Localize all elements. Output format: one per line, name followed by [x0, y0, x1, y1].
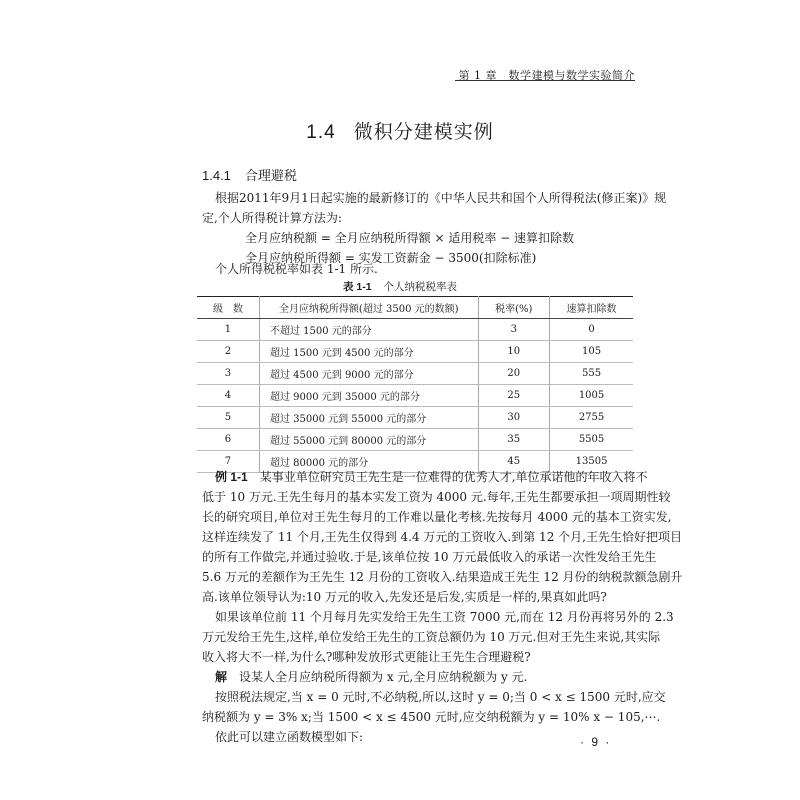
header-tax-rate: 税率(%)	[478, 297, 550, 319]
table-row	[197, 341, 633, 363]
example-label: 例 1-1	[215, 470, 248, 484]
cell-deduction: 0	[550, 319, 633, 341]
cell-deduction: 105	[550, 341, 633, 363]
cell-rate: 30	[478, 407, 550, 429]
page-number: · 9 ·	[580, 735, 612, 749]
example-line-7: 高.该单位领导认为:10 万元的收入,先发还是后发,实质是一样的,果真如此吗?	[202, 590, 607, 604]
cell-level: 6	[197, 429, 259, 451]
cell-level: 7	[197, 451, 259, 473]
header-taxable-income: 全月应纳税所得额(超过 3500 元的数额)	[259, 297, 478, 319]
cell-rate: 10	[478, 341, 550, 363]
intro-line-1: 根据2011年9月1日起实施的最新修订的《中华人民共和国个人所得税法(修正案)》规	[215, 191, 667, 205]
running-header: 第 1 章 数学建模与数学实验简介	[458, 69, 635, 82]
tax-rate-table	[197, 296, 633, 473]
table-row	[197, 363, 633, 385]
cell-deduction: 2755	[550, 407, 633, 429]
cell-rate: 20	[478, 363, 550, 385]
header-rule	[455, 80, 635, 81]
example-line-3: 长的研究项目,单位对王先生每月的工作难以量化考核.先按每月 4000 元的基本工资实发,	[202, 510, 672, 524]
intro-line-3: 个人所得税税率如表 1-1 所示.	[215, 262, 378, 276]
formula-2: 全月应纳税所得额 = 实发工资薪金 − 3500(扣除标准)	[245, 251, 537, 265]
table-row	[197, 429, 633, 451]
cell-rate: 45	[478, 451, 550, 473]
cell-rate: 25	[478, 385, 550, 407]
cell-income-range: 超过 55000 元到 80000 元的部分	[259, 429, 478, 451]
subsection-number: 1.4.1	[202, 168, 231, 183]
example-text: 某事业单位研究员王先生是一位难得的优秀人才,单位承诺他的年收入将不	[259, 470, 648, 484]
table-row	[197, 407, 633, 429]
example-line-2: 低于 10 万元.王先生每月的基本实发工资为 4000 元.每年,王先生都要承担一项周期性较	[202, 490, 671, 504]
header-level: 级 数	[197, 297, 259, 319]
section-title-text: 微积分建模实例	[353, 121, 494, 143]
table-row	[197, 385, 633, 407]
solution-line-1	[215, 667, 527, 687]
example-para2-line-1: 如果该单位前 11 个月每月先实发给王先生工资 7000 元,而在 12 月份再将另外的 2.3	[215, 610, 674, 624]
section-number: 1.4	[306, 122, 336, 143]
cell-level: 5	[197, 407, 259, 429]
subsection-title	[202, 165, 297, 184]
example-para2-line-2: 万元发给王先生,这样,单位发给王先生的工资总额仍为 10 万元.但对王先生来说,其实际	[202, 630, 661, 644]
cell-level: 3	[197, 363, 259, 385]
example-line-4: 这样连续发了 11 个月,王先生仅得到 4.4 万元的工资收入.到第 12 个月,王先生恰好把项目	[202, 530, 682, 544]
cell-level: 4	[197, 385, 259, 407]
cell-deduction: 5505	[550, 429, 633, 451]
cell-income-range: 不超过 1500 元的部分	[259, 319, 478, 341]
subsection-title-text: 合理避税	[244, 169, 297, 184]
table-caption	[0, 279, 800, 294]
solution-text: 设某人全月应纳税所得额为 x 元,全月应纳税额为 y 元.	[239, 670, 528, 684]
solution-line-2: 按照税法规定,当 x = 0 元时,不必纳税,所以,这时 y = 0;当 0 < x ≤ 1500 元时,应交	[215, 690, 666, 704]
formula-1: 全月应纳税额 = 全月应纳税所得额 × 适用税率 − 速算扣除数	[245, 231, 575, 245]
cell-income-range: 超过 9000 元到 35000 元的部分	[259, 385, 478, 407]
solution-line-3: 纳税额为 y = 3% x;当 1500 < x ≤ 4500 元时,应交纳税额为 y = 10% x − 105,⋯.	[202, 710, 661, 724]
example-line-1	[215, 467, 648, 487]
example-line-5: 的所有工作做完,并通过验收.于是,该单位按 10 万元最低收入的承诺一次性发给王先生	[202, 550, 657, 564]
cell-rate: 3	[478, 319, 550, 341]
cell-income-range: 超过 35000 元到 55000 元的部分	[259, 407, 478, 429]
intro-line-2: 定,个人所得税计算方法为:	[202, 211, 342, 225]
cell-income-range: 超过 1500 元到 4500 元的部分	[259, 341, 478, 363]
table-header-row	[197, 297, 633, 319]
example-para2-line-3: 收入将大不一样,为什么?哪种发放形式更能让王先生合理避税?	[202, 650, 531, 664]
cell-deduction: 13505	[550, 451, 633, 473]
cell-income-range: 超过 4500 元到 9000 元的部分	[259, 363, 478, 385]
cell-rate: 35	[478, 429, 550, 451]
table-row	[197, 319, 633, 341]
solution-line-4: 依此可以建立函数模型如下:	[215, 730, 364, 744]
header-quick-deduction: 速算扣除数	[550, 297, 633, 319]
example-line-6: 5.6 万元的差额作为王先生 12 月份的工资收入.结果造成王先生 12 月份的纳税款额急剧升	[202, 570, 683, 584]
section-title	[0, 117, 800, 144]
cell-income-range: 超过 80000 元的部分	[259, 451, 478, 473]
cell-deduction: 1005	[550, 385, 633, 407]
solution-label: 解	[215, 670, 228, 684]
table-caption-number: 表 1-1	[342, 281, 372, 293]
cell-level: 1	[197, 319, 259, 341]
table-caption-title: 个人纳税税率表	[383, 281, 458, 293]
cell-deduction: 555	[550, 363, 633, 385]
cell-level: 2	[197, 341, 259, 363]
